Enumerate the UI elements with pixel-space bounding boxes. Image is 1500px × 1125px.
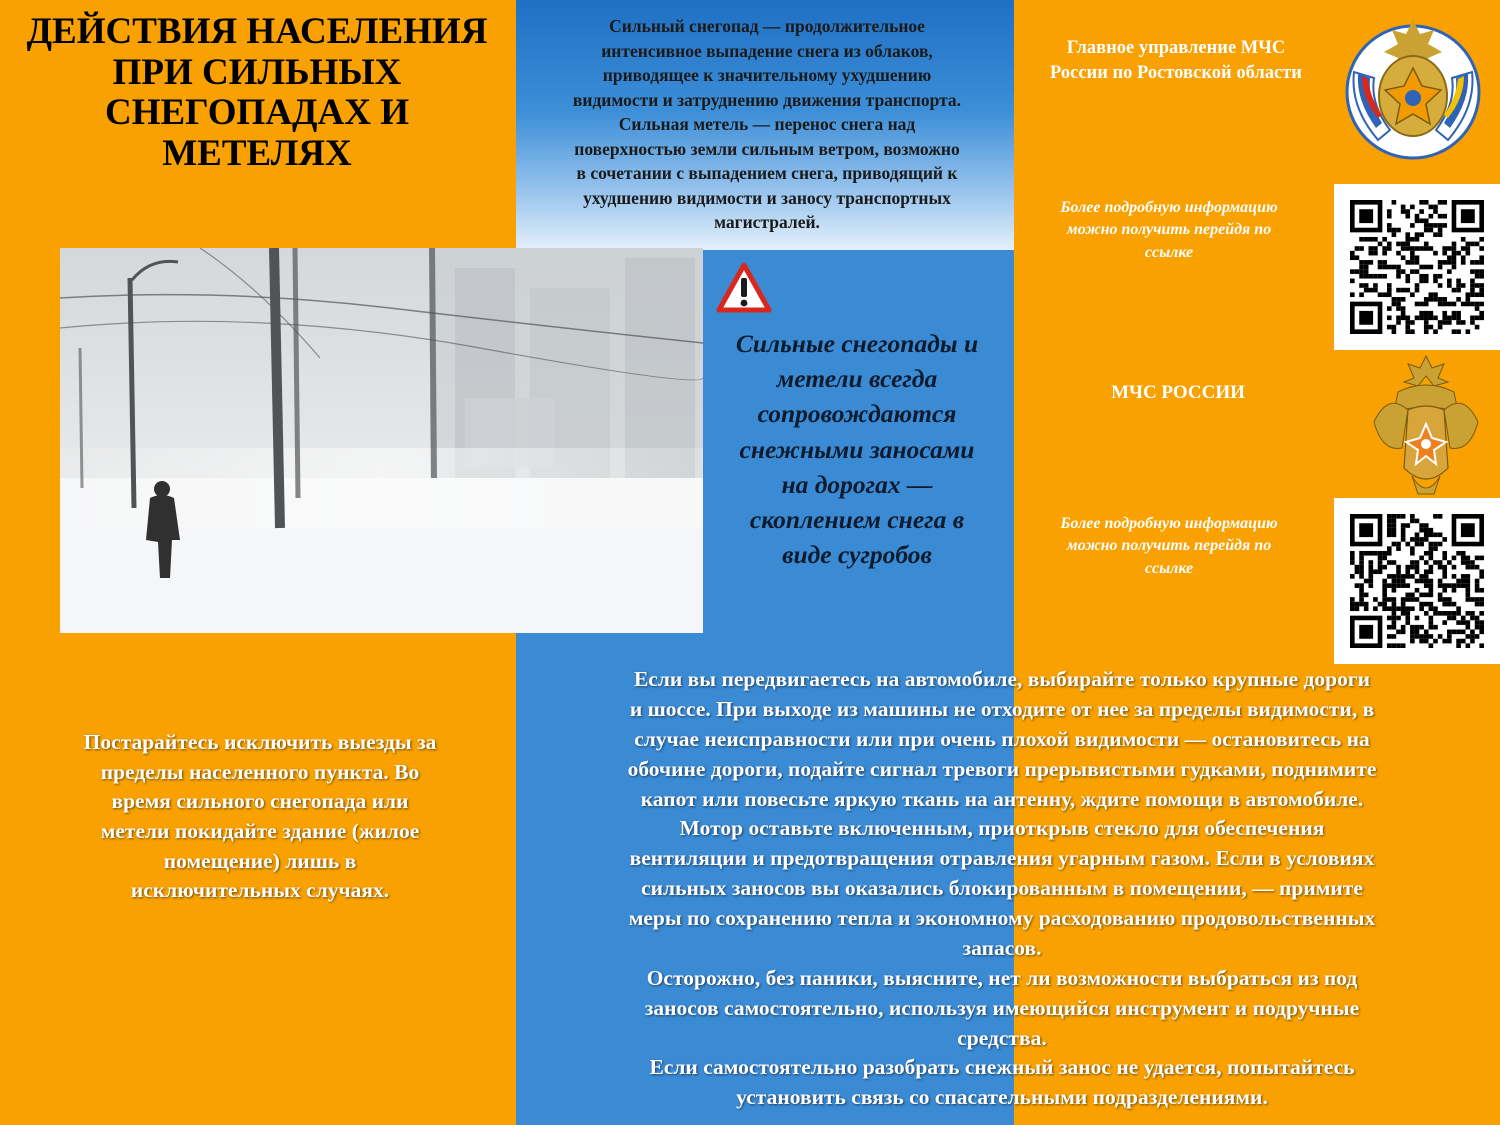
more-info-line: Более подробную информацию [1060, 199, 1278, 216]
warning-line: снежными заносами [739, 434, 975, 464]
more-info-line: Более подробную информацию [1060, 515, 1278, 532]
definition-line: Сильная метель — перенос снега над [618, 114, 916, 134]
page-title [14, 12, 500, 175]
warning-line: на дорогах — [781, 469, 933, 499]
advice-line: Мотор оставьте включенным, приоткрыв стекло для обеспечения [679, 816, 1325, 841]
blizzard-photo [60, 248, 703, 633]
definition-line: поверхностью земли сильным ветром, возможно [574, 138, 960, 159]
advice-paragraph-contact [560, 1053, 1444, 1113]
warning-text [712, 326, 1002, 572]
definition-line: ухудшению видимости и заносу транспортных [583, 187, 951, 208]
mchs-label: МЧС РОССИИ [1111, 382, 1245, 403]
more-info-line: можно получить перейдя по [1066, 221, 1272, 239]
warning-line: метели всегда [776, 364, 938, 394]
warning-line: сопровождаются [757, 399, 957, 429]
definition-text [530, 14, 1004, 235]
definition-line: в сочетании с выпадением снега, приводящий к [576, 163, 958, 183]
advice-paragraph-self-rescue [560, 964, 1444, 1054]
advice-line: помещение) лишь в [163, 848, 357, 873]
advice-line: исключительных случаях. [130, 878, 390, 903]
advice-line: пределы населенного пункта. Во [100, 759, 420, 784]
more-info-text [1028, 197, 1310, 264]
warning-triangle-icon [716, 262, 772, 314]
bottom-advice-text [560, 665, 1444, 1113]
qr-code-icon[interactable] [1334, 498, 1500, 664]
advice-line: Если самостоятельно разобрать снежный занос не удается, попытайтесь [649, 1055, 1355, 1080]
warning-line: скоплением снега в [749, 504, 965, 534]
advice-line: Осторожно, без паники, выясните, нет ли возможности выбраться из под [646, 965, 1358, 990]
advice-paragraph-car [560, 665, 1444, 964]
advice-line: заносов самостоятельно, используя имеющийся инструмент и подручные [644, 995, 1360, 1020]
advice-line: меры по сохранению тепла и экономному расходованию продовольственных [628, 906, 1376, 930]
more-info-line: ссылке [1144, 559, 1194, 577]
advice-line: запасов. [962, 935, 1042, 960]
more-info-line: ссылке [1144, 243, 1194, 261]
definition-line: видимости и затруднению движения транспорта. [572, 89, 962, 110]
advice-line: обочине дороги, подайте сигнал тревоги прерывистыми гудками, поднимите [627, 756, 1377, 781]
definition-line: приводящее к значительному ухудшению [602, 65, 932, 85]
advice-line: установить связь со спасательными подразделениями. [736, 1085, 1268, 1110]
advice-line: Постарайтесь исключить выезды за [83, 730, 437, 754]
definition-line: интенсивное выпадение снега из облаков, [601, 40, 933, 61]
definition-line: магистралей. [714, 212, 820, 232]
advice-line: и шоссе. При выходе из машины не отходите от нее за пределы видимости, в [629, 696, 1375, 721]
advice-line: время сильного снегопада или [111, 789, 409, 814]
advice-line: средства. [957, 1025, 1047, 1050]
mchs-russia-emblem-icon [1368, 352, 1484, 502]
org-line: России по Ростовской области [1050, 62, 1302, 83]
title-line: ДЕЙСТВИЯ НАСЕЛЕНИЯ [26, 11, 488, 52]
warning-line: Сильные снегопады и [735, 329, 979, 358]
title-line: СНЕГОПАДАХ И [104, 92, 409, 134]
advice-line: сильных заносов вы оказались блокированным в помещении, — примите [641, 876, 1363, 901]
mchs-rostov-emblem-icon [1338, 12, 1488, 162]
more-info-text [1028, 513, 1310, 580]
title-line: ПРИ СИЛЬНЫХ [112, 51, 402, 93]
title-line: МЕТЕЛЯХ [162, 133, 352, 175]
warning-line: виде сугробов [782, 540, 932, 570]
advice-line: вентиляции и предотвращения отравления угарным газом. Если в условиях [629, 846, 1375, 871]
org-line: Главное управление МЧС [1066, 38, 1286, 58]
qr-code-icon[interactable] [1334, 184, 1500, 350]
advice-line: Если вы передвигаетесь на автомобиле, выбирайте только крупные дороги [633, 667, 1371, 691]
left-advice-text [48, 728, 472, 906]
definition-line: Сильный снегопад — продолжительное [609, 16, 925, 36]
organization-name [1028, 36, 1324, 86]
advice-line: случае неисправности или при очень плохой видимости — остановитесь на [634, 726, 1370, 751]
advice-line: капот или повесьте яркую ткань на антенну, ждите помощи в автомобиле. [640, 786, 1364, 811]
more-info-line: можно получить перейдя по [1066, 537, 1272, 555]
advice-line: метели покидайте здание (жилое [100, 818, 420, 843]
